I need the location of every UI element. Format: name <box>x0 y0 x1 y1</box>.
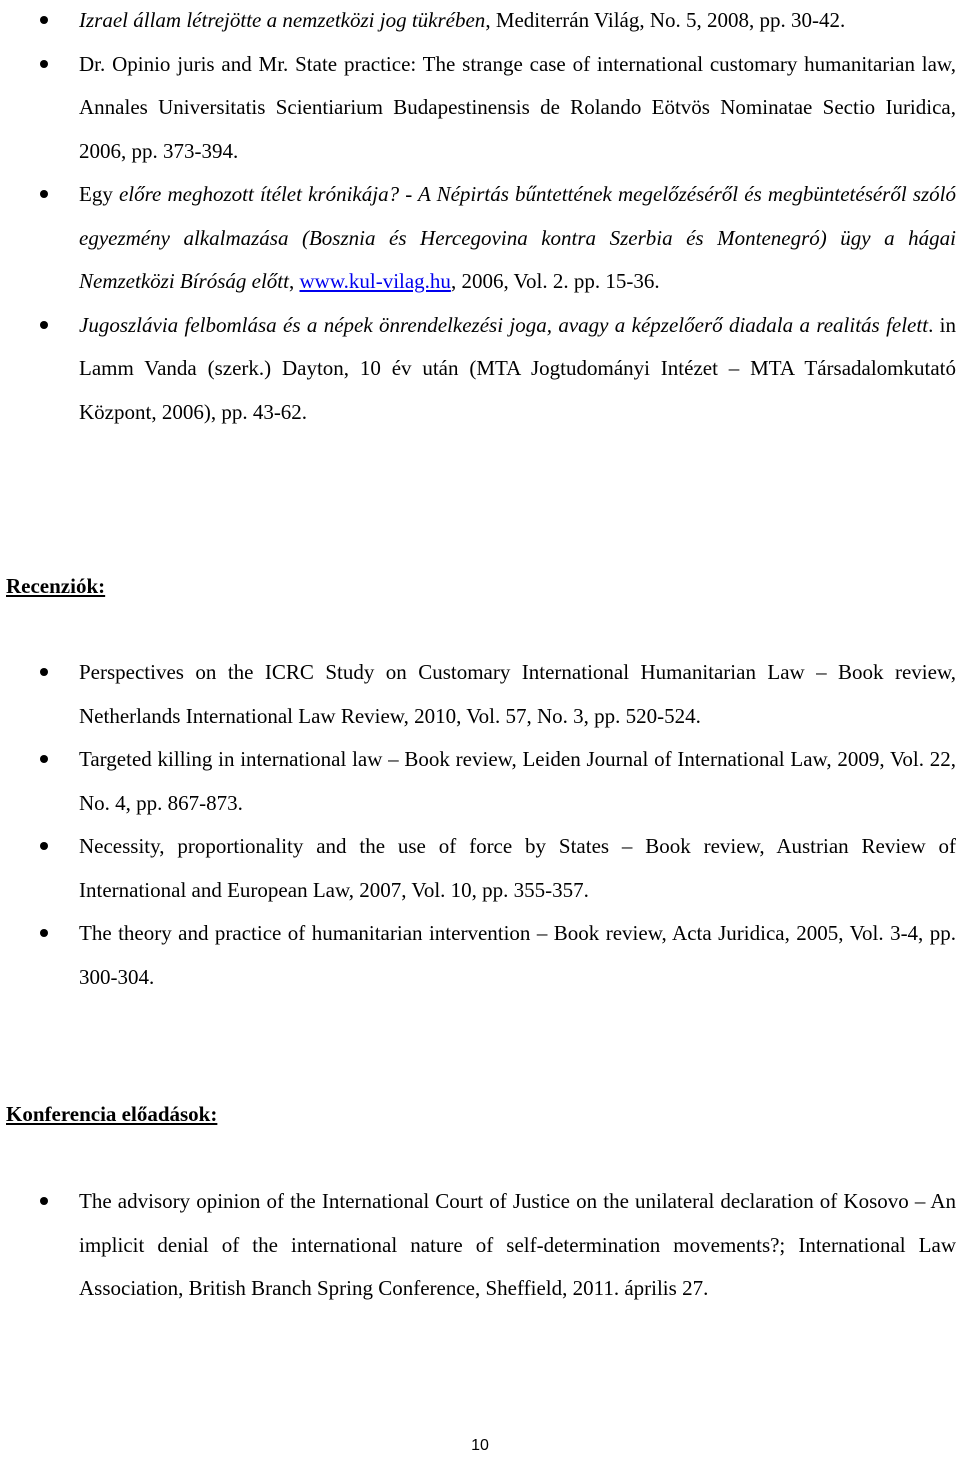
publication-details: . in Lamm Vanda (szerk.) Dayton, 10 év után (MTA Jogtudományi Intézet – MTA Társadalomkutató Központ, 2006), pp. 43-62. <box>79 312 956 424</box>
review-text: The theory and practice of humanitarian intervention – Book review, Acta Juridica, 2005, Vol. 3-4, pp. 300-304. <box>79 921 956 989</box>
bullet-icon <box>40 668 48 676</box>
publication-separator: , <box>288 269 300 293</box>
conferences-heading: Konferencia előadások: <box>6 1102 218 1126</box>
publication-details: , 2006, Vol. 2. pp. 15-36. <box>450 269 660 293</box>
publication-title: Izrael állam létrejötte a nemzetközi jog tükrében <box>79 8 486 32</box>
bullet-icon <box>40 60 48 68</box>
list-item <box>0 651 960 738</box>
publication-text: Dr. Opinio juris and Mr. State practice: The strange case of international customary humanitarian law, Annales Universitatis Scientiarium Budapestinensis de Rolando Eötvös Nominatae Sectio Iuridica, 2006, pp. 373-394. <box>79 51 956 163</box>
list-item <box>0 1180 960 1311</box>
list-item <box>0 0 960 43</box>
publication-title-start: Egy <box>79 182 119 206</box>
reviews-heading: Recenziók: <box>6 574 106 598</box>
reviews-list <box>0 651 960 999</box>
bullet-icon <box>40 1197 48 1205</box>
list-item <box>0 304 960 435</box>
kul-vilag-link[interactable]: www.kul-vilag.hu <box>299 269 451 293</box>
publication-title: előre meghozott ítélet krónikája? - A Népirtás bűntettének megelőzéséről és megbüntetéséről szóló egyezmény alkalmazása (Bosznia és Hercegovina kontra Szerbia és Montenegró) ügy a hágai Nemzetközi Bíróság előtt <box>79 182 957 293</box>
conferences-list <box>0 1180 960 1311</box>
publication-title: Jugoszlávia felbomlása és a népek önrendelkezési joga, avagy a képzelőerő diadala a realitás felett <box>79 312 929 337</box>
bullet-icon <box>40 190 48 198</box>
bullet-icon <box>40 16 48 24</box>
bullet-icon <box>40 842 48 850</box>
list-item <box>0 825 960 912</box>
review-text: Targeted killing in international law – Book review, Leiden Journal of International Law, 2009, Vol. 22, No. 4, pp. 867-873. <box>79 747 956 815</box>
publication-list <box>0 0 960 434</box>
conference-text: The advisory opinion of the International Court of Justice on the unilateral declaration of Kosovo – An implicit denial of the international nature of self-determination movements?; International Law Association, British Branch Spring Conference, Sheffield, 2011. április 27. <box>79 1189 956 1300</box>
list-item <box>0 738 960 825</box>
list-item <box>0 43 960 174</box>
publication-details: , Mediterrán Világ, No. 5, 2008, pp. 30-42. <box>485 8 846 32</box>
bullet-icon <box>40 755 48 763</box>
list-item <box>0 912 960 999</box>
bullet-icon <box>40 321 48 329</box>
bullet-icon <box>40 929 48 937</box>
review-text: Perspectives on the ICRC Study on Customary International Humanitarian Law – Book review, Netherlands International Law Review, 2010, Vol. 57, No. 3, pp. 520-524. <box>79 660 956 728</box>
list-item <box>0 173 960 304</box>
page-number: 10 <box>471 1437 489 1454</box>
review-text: Necessity, proportionality and the use of force by States – Book review, Austrian Review of International and European Law, 2007, Vol. 10, pp. 355-357. <box>79 834 956 902</box>
